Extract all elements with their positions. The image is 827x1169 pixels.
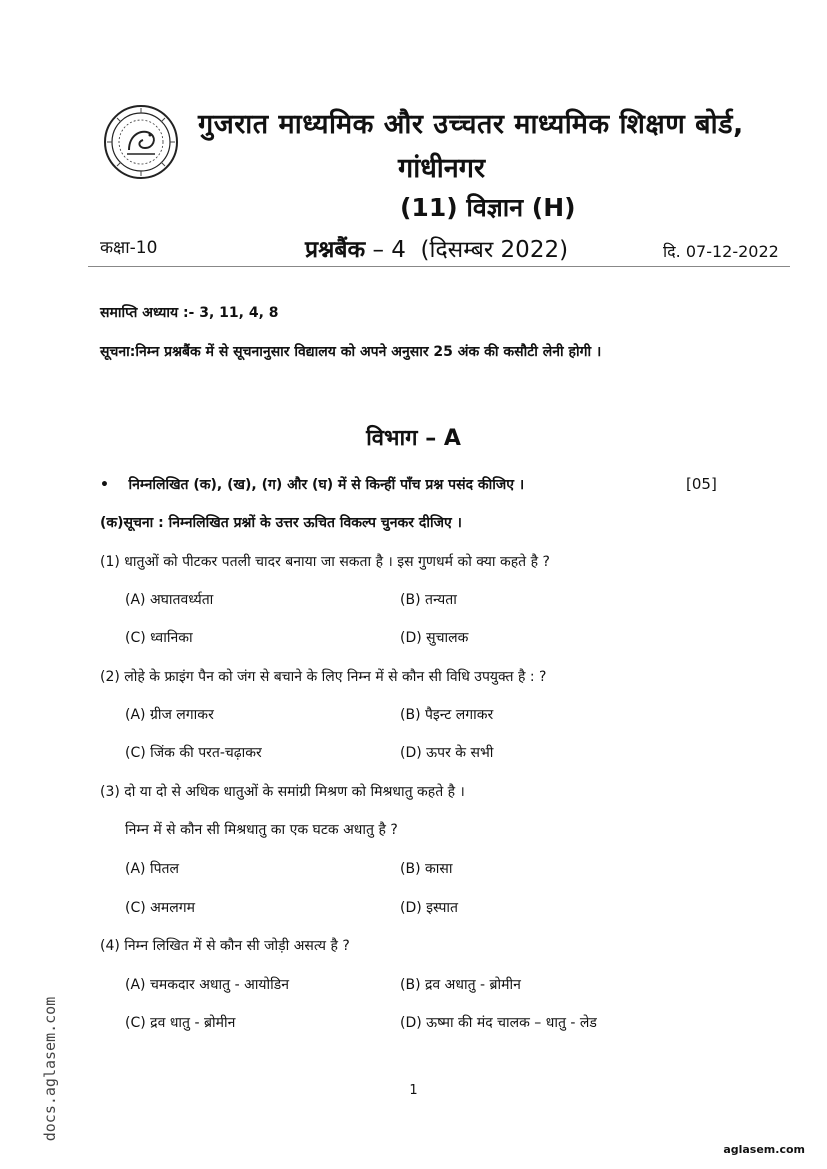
chapters-line: समाप्ति अध्याय :- 3, 11, 4, 8 xyxy=(100,305,279,321)
q4-option-a: (A) चमकदार अधातु - आयोडिन xyxy=(125,977,290,993)
q3-option-c: (C) अमलगम xyxy=(125,900,195,916)
class-label: कक्षा-10 xyxy=(100,238,158,258)
question-3-part2: निम्न में से कौन सी मिश्रधातु का एक घटक अधातु है ? xyxy=(125,822,398,838)
question-4: (4) निम्न लिखित में से कौन सी जोड़ी असत्य है ? xyxy=(100,938,350,954)
q3-option-b: (B) कासा xyxy=(400,861,453,877)
question-3: (3) दो या दो से अधिक धातुओं के समांग्री मिश्रण को मिश्रधातु कहते है । xyxy=(100,784,465,800)
board-title-line1: गुजरात माध्यमिक और उच्चतर माध्यमिक शिक्षण बोर्ड, xyxy=(198,109,744,140)
q1-option-d: (D) सुचालक xyxy=(400,630,469,646)
question-bank-title xyxy=(305,232,568,264)
q1-option-c: (C) ध्वानिका xyxy=(125,630,193,646)
q2-option-d: (D) ऊपर के सभी xyxy=(400,745,494,761)
q3-option-a: (A) पितल xyxy=(125,861,180,877)
q4-option-c: (C) द्रव धातु - ब्रोमीन xyxy=(125,1015,236,1031)
subject-title: (11) विज्ञान (H) xyxy=(400,193,576,222)
bank-label: प्रश्नबैंक xyxy=(305,237,366,263)
q2-option-c: (C) जिंक की परत-चढ़ाकर xyxy=(125,745,262,761)
q3-option-d: (D) इस्पात xyxy=(400,900,459,916)
question-1: (1) धातुओं को पीटकर पतली चादर बनाया जा सकता है । इस गुणधर्म को क्या कहते है ? xyxy=(100,554,550,570)
date-label: दि. xyxy=(663,242,681,261)
side-watermark: docs.aglasem.com xyxy=(41,996,59,1142)
board-seal-logo xyxy=(103,104,179,180)
date xyxy=(663,240,779,262)
date-value: 07-12-2022 xyxy=(685,242,779,261)
section-instruction: • निम्नलिखित (क), (ख), (ग) और (घ) में से किन्हीं पाँच प्रश्न पसंद कीजिए । xyxy=(100,477,525,493)
q1-option-a: (A) अघातवर्ध्यता xyxy=(125,592,214,608)
bank-number-date: – 4 (दिसम्बर 2022) xyxy=(365,237,569,263)
q2-option-a: (A) ग्रीज लगाकर xyxy=(125,707,214,723)
page-number: 1 xyxy=(409,1083,418,1098)
q4-option-b: (B) द्रव अधातु - ब्रोमीन xyxy=(400,977,521,993)
site-footer: aglasem.com xyxy=(723,1143,805,1156)
header-divider xyxy=(88,266,790,267)
q2-option-b: (B) पैइन्ट लगाकर xyxy=(400,707,494,723)
instruction-text: निम्नलिखित (क), (ख), (ग) और (घ) में से किन्हीं पाँच प्रश्न पसंद कीजिए । xyxy=(128,477,525,493)
board-title-line2: गांधीनगर xyxy=(398,153,486,184)
section-title: विभाग – A xyxy=(366,426,461,451)
notice-line: सूचना:निम्न प्रश्नबैंक में से सूचनानुसार विद्यालय को अपने अनुसार 25 अंक की कसौटी लेनी होगी । xyxy=(100,344,602,360)
sub-instruction: (क)सूचना : निम्नलिखित प्रश्नों के उत्तर ऊचित विकल्प चुनकर दीजिए । xyxy=(100,515,462,531)
marks-label: [05] xyxy=(686,475,717,493)
q4-option-d: (D) ऊष्मा की मंद चालक – धातु - लेड xyxy=(400,1015,597,1031)
q1-option-b: (B) तन्यता xyxy=(400,592,457,608)
question-2: (2) लोहे के फ्राइंग पैन को जंग से बचाने के लिए निम्न में से कौन सी विधि उपयुक्त है : ? xyxy=(100,669,547,685)
